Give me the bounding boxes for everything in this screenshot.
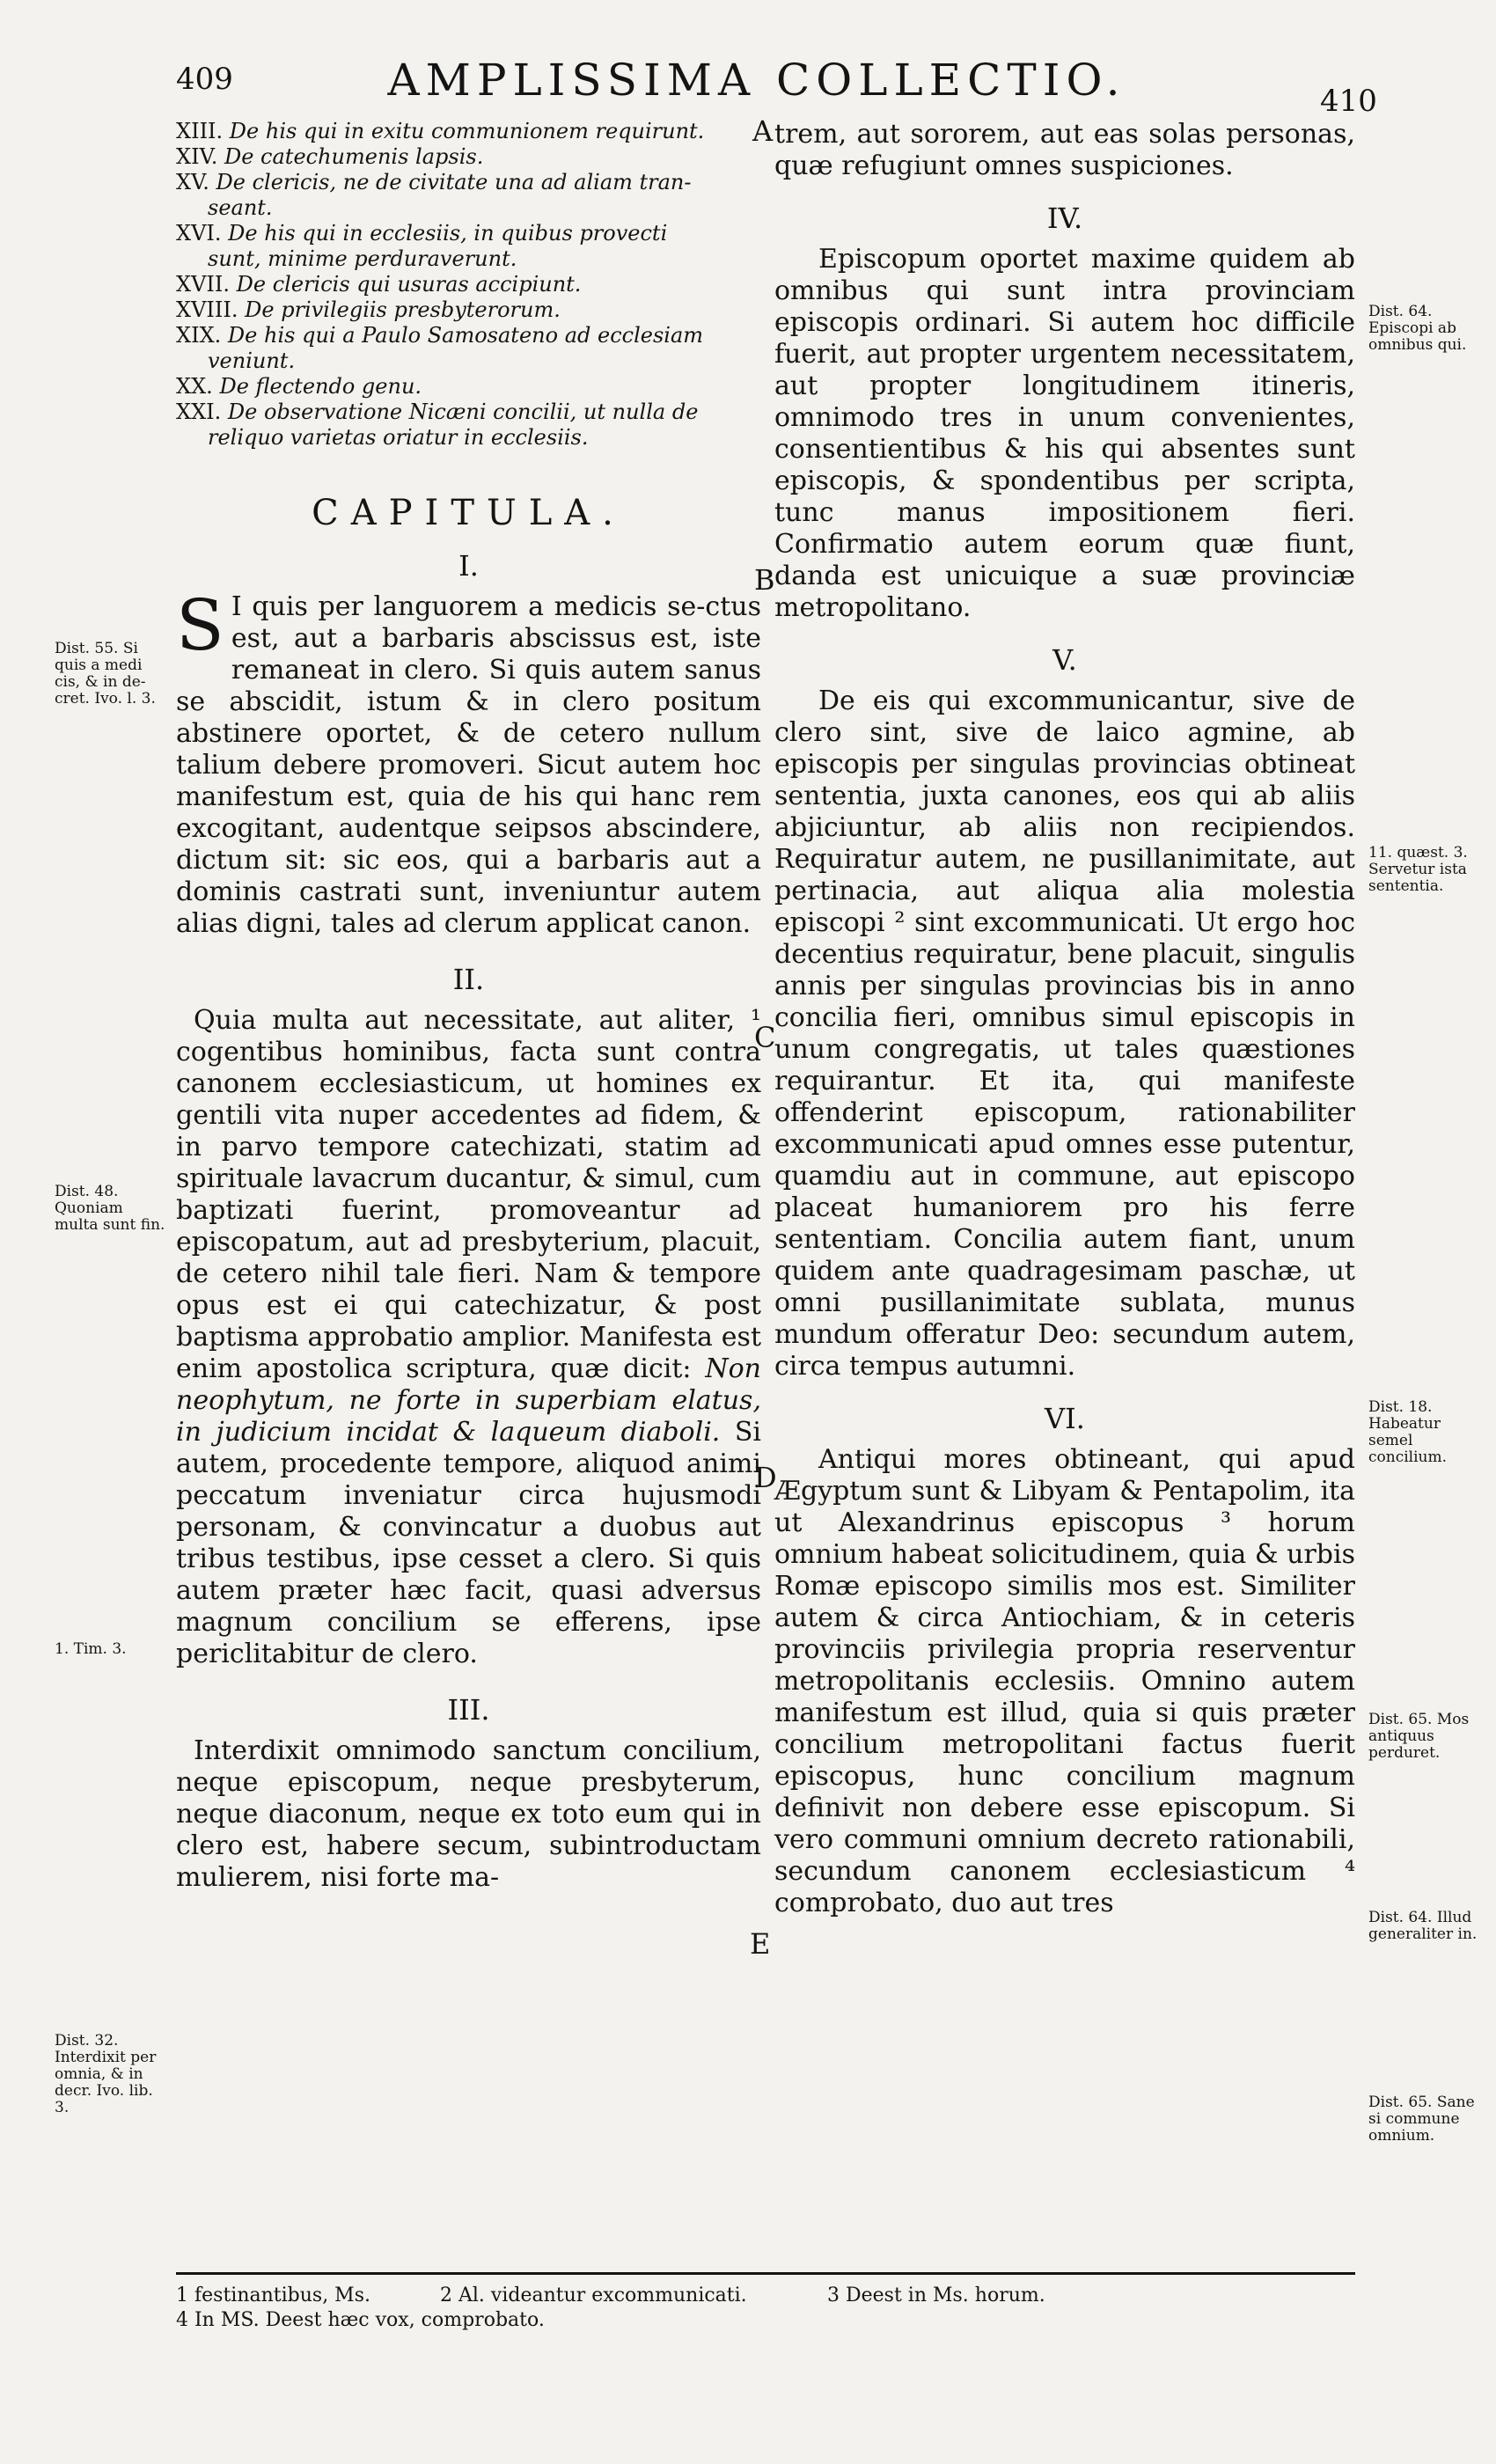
margin-note-right: Dist. 64. Illud generaliter in. [1368,1909,1478,1943]
toc-item-cont: reliquo varietas oriatur in ecclesiis. [208,425,589,450]
chapter-numeral-5: V. [1052,643,1077,677]
margin-note-right: Dist. 64. Episcopi ab omnibus qui. [1368,303,1467,354]
toc-item: XX. De flectendo genu. [176,374,422,399]
section-letter-a: A [752,114,774,148]
section-letter-c: C [754,1021,776,1054]
page-number-right: 410 [1320,84,1377,119]
margin-note-left: Dist. 32. Interdixit per omnia, & in decr. Ivo. lib. 3. [55,2032,157,2116]
margin-note-right: Dist. 18. Habeatur semel concilium. [1368,1398,1448,1466]
chapter-numeral-6: VI. [1045,1402,1085,1435]
footnote-rule [176,2272,1355,2275]
toc-item-cont: seant. [208,195,273,220]
chapter-6-text: Antiqui mores obtineant, qui apud Ægyptum sunt & Libyam & Pentapolim, ita ut Alexandrinus episcopus ³ horum omnium habeat solicitudinem, quia & urbis Romæ episcopo similis mos est. Similiter autem & circa Antiochiam, & in ceteris provinciis privilegia propria reserventur metropolitanis ecclesiis. Omnino autem manifestum est illud, quia si quis præter concilium metropolitani factus fuerit episcopus, hunc concilium magnum definivit non debere esse episcopum. Si vero communi omnium decreto rationabili, secundum canonem ecclesiasticum ⁴ comprobato, duo aut tres [774,1444,1355,1918]
chapter-numeral-4: IV. [1046,202,1083,235]
margin-note-left: Dist. 48. Quoniam multa sunt fin. [55,1183,165,1234]
toc-item: XXI. De observatione Nicæni concilii, ut nulla de [176,400,699,424]
toc-item: XIV. De catechumenis lapsis. [176,144,484,169]
chapter-3-continued: trem, aut sororem, aut eas solas personas, quæ refugiunt omnes suspiciones. [774,119,1355,181]
chapter-numeral-1: I. [458,549,479,583]
toc-item-cont: veniunt. [208,348,296,373]
margin-note-right: Dist. 65. Mos antiquus perduret. [1368,1711,1470,1762]
running-title: AMPLISSIMA COLLECTIO. [387,55,1126,106]
footnote: 1 festinantibus, Ms. [176,2284,370,2306]
right-column [774,119,1355,1919]
margin-note-right: Dist. 65. Sane si commune omnium. [1368,2094,1475,2145]
toc-item-cont: sunt, minime perduraverunt. [208,246,517,271]
chapter-5-text: De eis qui excommunicantur, sive de clero sint, sive de laico agmine, ab episcopis per singulas provincias obtineat sententia, juxta canones, eos qui ab aliis abjiciuntur, ab aliis non recipiendos. Requiratur autem, ne pusillanimitate, aut pertinacia, aut aliqua alia molestia episcopi ² sint excommunicati. Ut ergo hoc decentius requiratur, bene placuit, singulis annis per singulas provincias bis in anno concilia fieri, omnibus simul episcopis in unum congregatis, ut tales quæstiones requirantur. Et ita, qui manifeste offenderint episcopum, rationabiliter excommunicati apud omnes esse putentur, quamdiu aut in commune, aut episcopo placeat humaniorem pro his ferre sententiam. Concilia autem fiant, unum quidem ante quadragesimam paschæ, ut omni pusillanimitate sublata, munus mundum offeratur Deo: secundum autem, circa tempus autumni. [774,686,1355,1382]
footnote: 3 Deest in Ms. horum. [827,2284,1045,2306]
left-column [176,119,761,1894]
chapter-numeral-3: III. [447,1693,490,1727]
chapter-numeral-2: II. [452,963,485,996]
margin-note-left: 1. Tim. 3. [55,1640,127,1658]
margin-note-left: Dist. 55. Si quis a medi cis, & in de-cret. Ivo. l. 3. [55,640,156,708]
toc-item: XVIII. De privilegiis presbyterorum. [176,297,561,322]
toc-item: XVI. De his qui in ecclesiis, in quibus provecti [176,221,668,246]
drop-cap: S [176,584,224,666]
chapter-4-text: Episcopum oportet maxime quidem ab omnibus qui sunt intra provinciam episcopis ordinari. Si autem hoc difficile fuerit, aut propter urgentem necessitatem, aut propter longitudinem itineris, omnimodo tres in unum convenientes, consentientibus & his qui absentes sunt episcopis, & spondentibus per scripta, tunc manus impositionem fieri. Confirmatio autem eorum quæ fiunt, danda est unicuique a suæ provinciæ metropolitano. [774,244,1355,623]
chapter-1-text: S I quis per languorem a medicis se-ctus est, aut a barbaris abscissus est, iste remaneat in clero. Si quis autem sanus se abscidit, istum & in clero positum abstinere oportet, & de cetero nullum talium debere promoveri. Sicut autem hoc manifestum est, quia de his qui hanc rem excogitant, audentque seipsos abscindere, dictum sit: sic eos, qui a barbaris aut a dominis castrati sunt, inveniuntur autem alias digni, tales ad clerum applicat canon. [176,584,761,939]
footnote: 4 In MS. Deest hæc vox, comprobato. [176,2309,545,2331]
footnote: 2 Al. videantur excommunicati. [440,2284,747,2306]
capitula-heading: CAPITULA. [312,493,626,533]
toc-item: XV. De clericis, ne de civitate una ad aliam tran- [176,170,692,194]
section-letter-b: B [754,563,775,597]
chapter-2-text: Quia multa aut necessitate, aut aliter, ¹ cogentibus hominibus, facta sunt contra canonem ecclesiasticum, ut homines ex gentili vita nuper accedentes ad fidem, & in parvo tempore catechizati, statim ad spirituale lavacrum ducantur, & simul, cum baptizati fuerint, promoveantur ad episcopatum, aut ad presbyterium, placuit, de cetero nihil tale fieri. Nam & tempore opus est ei qui catechizatur, & post baptisma approbatio amplior. Manifesta est enim apostolica scriptura, quæ dicit: Non neophytum, ne forte in superbiam elatus, in judicium incidat & laqueum diaboli. Si autem, procedente tempore, aliquod animi peccatum inveniatur circa hujusmodi personam, & convincatur a duobus aut tribus testibus, ipse cesset a clero. Si quis autem præter hæc facit, quasi adversus magnum concilium se efferens, ipse periclitabitur de clero. [176,1005,761,1669]
page-number-left: 409 [176,62,233,97]
chapter-3-text: Interdixit omnimodo sanctum concilium, neque episcopum, neque presbyterum, neque diaconum, neque ex toto eum qui in clero est, habere secum, subintroductam mulierem, nisi forte ma- [176,1735,761,1893]
section-letter-d: D [754,1461,777,1494]
margin-note-right: 11. quæst. 3. Servetur ista sententia. [1368,844,1468,895]
scripture-quote: Non neophytum, ne forte in superbiam elatus, in judicium incidat & laqueum diaboli. [176,1353,761,1448]
toc-item: XIII. De his qui in exitu communionem requirunt. [176,119,705,143]
toc-item: XIX. De his qui a Paulo Samosateno ad ecclesiam [176,323,704,348]
toc-item: XVII. De clericis qui usuras accipiunt. [176,272,582,297]
table-of-contents [176,119,761,451]
section-letter-e: E [750,1927,771,1961]
